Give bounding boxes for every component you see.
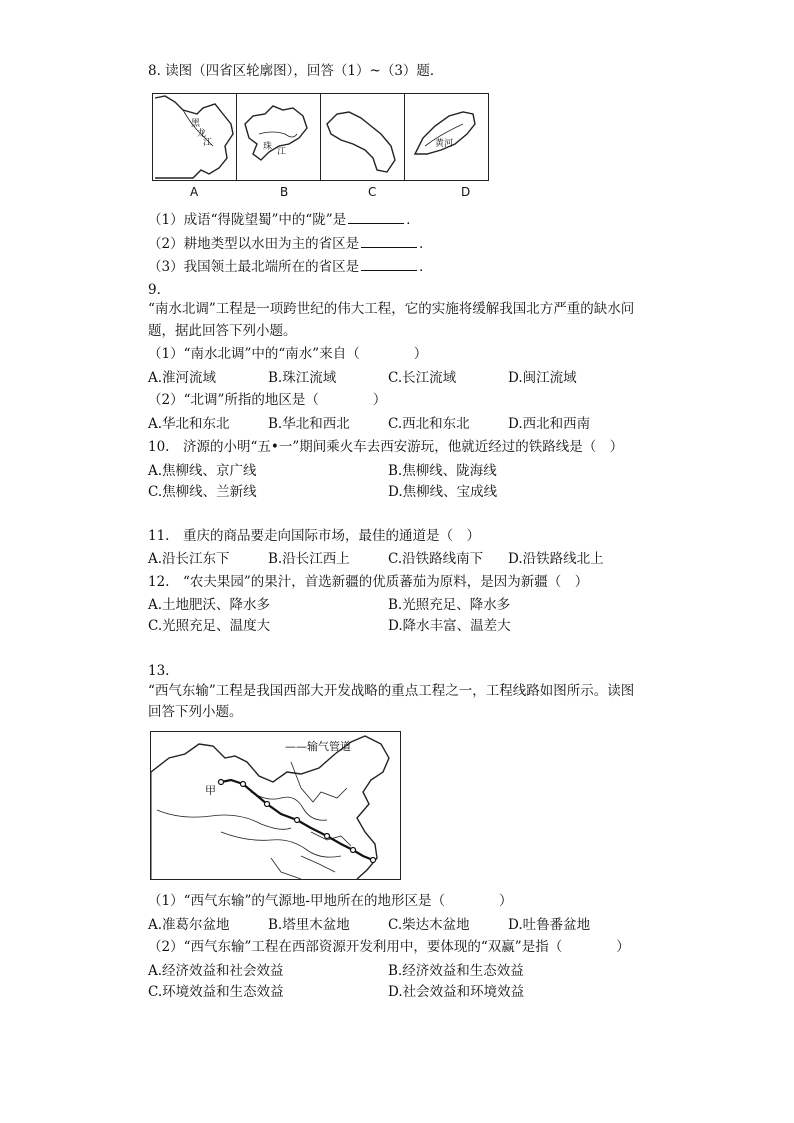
heilongjiang-outline <box>153 94 236 180</box>
q12-option-d[interactable]: D.降水丰富、温差大 <box>388 618 511 634</box>
q9-stem-line1: “南水北调”工程是一项跨世纪的伟大工程，它的实施将缓解我国北方严重的缺水问 <box>148 301 635 317</box>
q10-option-d[interactable]: D.焦柳线、宝成线 <box>388 484 498 500</box>
q12-option-a[interactable]: A.土地肥沃、降水多 <box>148 597 271 613</box>
q8-sub2-blank[interactable] <box>361 235 417 248</box>
q13-sub2-option-c[interactable]: C.环境效益和生态效益 <box>148 984 284 1000</box>
q13-stem-line2: 回答下列小题。 <box>148 704 243 720</box>
q8-sub2-end: ． <box>419 236 433 252</box>
gas-map-label-jia: 甲 <box>205 784 216 797</box>
q13-sub1-option-c[interactable]: C.柴达木盆地 <box>388 917 470 933</box>
q12-stem: 12. “农夫果园”的果汁，首选新疆的优质蕃茄为原料，是因为新疆（ ） <box>148 574 589 590</box>
q13-sub2-option-a[interactable]: A.经济效益和社会效益 <box>148 963 284 979</box>
q10-option-c[interactable]: C.焦柳线、兰新线 <box>148 484 257 500</box>
map-cell-c <box>321 94 405 180</box>
map-label-jiang2: 江 <box>277 147 287 157</box>
map-letter-b: B <box>280 185 289 199</box>
q9-sub1-option-b[interactable]: B.珠江流域 <box>268 370 337 386</box>
map-cell-d <box>405 94 488 180</box>
q10-stem: 10. 济源的小明“五•一”期间乘火车去西安游玩，他就近经过的铁路线是（ ） <box>148 439 624 455</box>
guangdong-outline <box>237 94 320 180</box>
q9-stem-line2: 题，据此回答下列小题。 <box>148 323 297 339</box>
q8-sub2 <box>148 235 433 253</box>
map-cell-b <box>237 94 321 180</box>
q8-sub1 <box>148 211 420 229</box>
q11-stem: 11. 重庆的商品要走向国际市场，最佳的通道是（ ） <box>148 528 480 544</box>
q8-sub3-end: ． <box>419 259 433 275</box>
q9-sub1-option-d[interactable]: D.闽江流域 <box>508 370 577 386</box>
q13-sub1-option-d[interactable]: D.吐鲁番盆地 <box>508 917 591 933</box>
gas-map-legend: ——输气管道 <box>285 740 351 753</box>
q8-sub3-text: （3）我国领土最北端所在的省区是 <box>148 259 360 275</box>
gas-pipeline-map-drawing <box>151 732 400 879</box>
q11-option-c[interactable]: C.沿铁路线南下 <box>388 551 484 567</box>
q13-sub1-option-a[interactable]: A.准葛尔盆地 <box>148 917 230 933</box>
q13-sub2: （2）“西气东输”工程在西部资源开发利用中，要体现的“双赢”是指（ ） <box>148 939 630 955</box>
q9-sub1: （1）“南水北调”中的“南水”来自（ ） <box>148 346 428 362</box>
q11-option-d[interactable]: D.沿铁路线北上 <box>508 551 604 567</box>
q13-sub2-option-d[interactable]: D.社会效益和环境效益 <box>388 984 525 1000</box>
q11-option-b[interactable]: B.沿长江西上 <box>268 551 350 567</box>
q9-sub2-option-a[interactable]: A.华北和东北 <box>148 416 230 432</box>
map-cell-a <box>153 94 237 180</box>
q13-sub1: （1）“西气东输”的气源地-甲地所在的地形区是（ ） <box>148 893 513 909</box>
q8-sub1-end: ． <box>406 212 420 228</box>
west-east-gas-map <box>150 731 401 880</box>
q8-stem: 8. 读图（四省区轮廓图），回答（1）~（3）题． <box>148 63 444 79</box>
map-letter-c: C <box>368 185 377 199</box>
map-letter-d: D <box>461 185 471 199</box>
map-label-huanghe: 黄河 <box>435 139 454 149</box>
q9-sub2-option-d[interactable]: D.西北和西南 <box>508 416 591 432</box>
q10-option-a[interactable]: A.焦柳线、京广线 <box>148 463 257 479</box>
q9-sub1-option-a[interactable]: A.淮河流域 <box>148 370 217 386</box>
q8-sub2-text: （2）耕地类型以水田为主的省区是 <box>148 236 360 252</box>
q9-sub2-option-c[interactable]: C.西北和东北 <box>388 416 470 432</box>
map-label-jiang: 江 <box>203 138 213 148</box>
q9-sub2-option-b[interactable]: B.华北和西北 <box>268 416 350 432</box>
q12-option-b[interactable]: B.光照充足、降水多 <box>388 597 511 613</box>
q13-sub1-option-b[interactable]: B.塔里木盆地 <box>268 917 350 933</box>
q12-option-c[interactable]: C.光照充足、温度大 <box>148 618 271 634</box>
province-outline-map <box>152 93 489 181</box>
q10-option-b[interactable]: B.焦柳线、陇海线 <box>388 463 497 479</box>
map-label-zhu: 珠 <box>263 142 273 152</box>
q13-number: 13. <box>148 663 170 679</box>
map-label-long: 龙 <box>197 129 207 139</box>
q8-sub1-blank[interactable] <box>348 211 404 224</box>
q11-option-a[interactable]: A.沿长江东下 <box>148 551 230 567</box>
gansu-outline <box>321 94 404 180</box>
q8-sub3-blank[interactable] <box>361 258 417 271</box>
q9-sub2: （2）“北调”所指的地区是（ ） <box>148 392 387 408</box>
q8-sub1-text: （1）成语“得陇望蜀”中的“陇”是 <box>148 212 347 228</box>
map-letter-a: A <box>190 185 199 199</box>
q8-sub3 <box>148 258 433 276</box>
map-label-hei: 黑 <box>191 119 201 129</box>
q13-stem-line1: “西气东输”工程是我国西部大开发战略的重点工程之一，工程线路如图所示。读图 <box>148 683 635 699</box>
q13-sub2-option-b[interactable]: B.经济效益和生态效益 <box>388 963 524 979</box>
q9-number: 9. <box>148 282 161 298</box>
q9-sub1-option-c[interactable]: C.长江流域 <box>388 370 457 386</box>
